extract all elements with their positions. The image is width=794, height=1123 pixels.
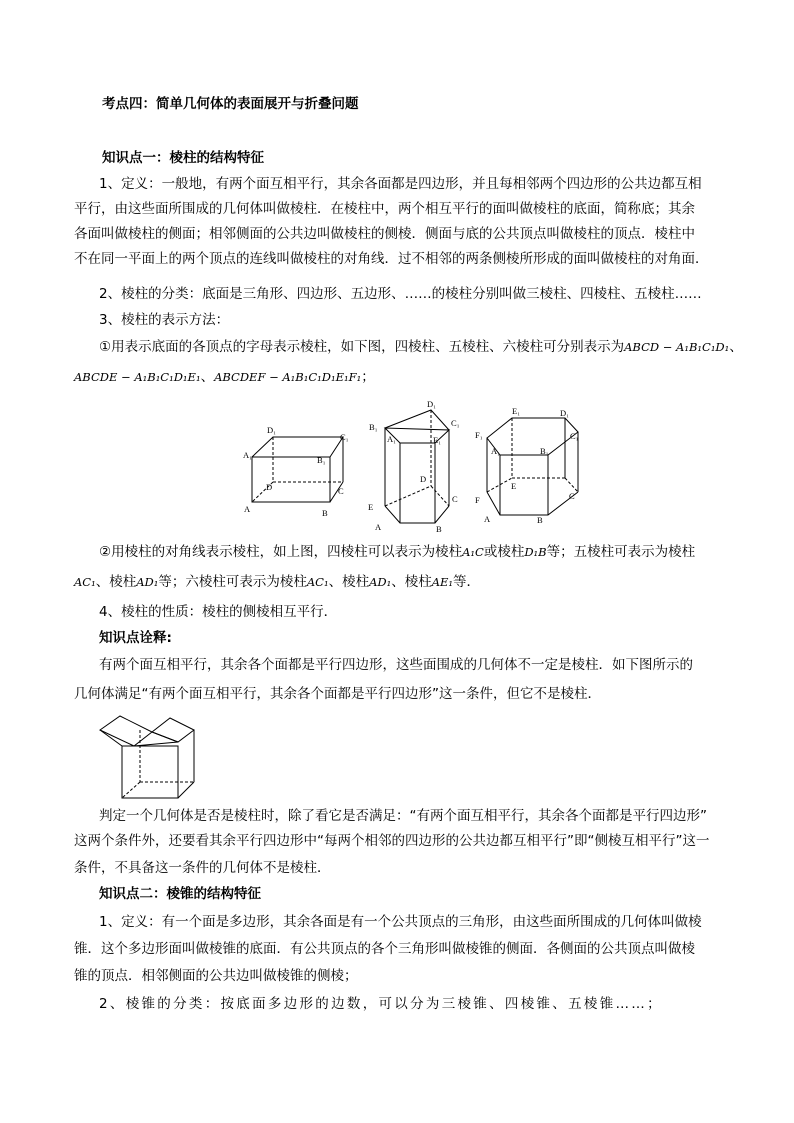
vertex-label: C₁ — [570, 431, 579, 441]
separator: 、 — [729, 339, 743, 355]
explanation-title: 知识点诠释: — [99, 630, 172, 646]
math-a1c: A₁C — [462, 545, 484, 559]
pyramid-classification-line: 2、棱锥的分类：按底面多边形的边数，可以分为三棱锥、四棱锥、五棱锥……； — [99, 996, 663, 1012]
math-ac1: AC₁ — [306, 575, 329, 589]
representation-method-2 — [99, 542, 724, 562]
text-or: 或棱柱 — [483, 544, 525, 560]
pyramid-definition-line: 锥．这个多边形面叫做棱锥的底面．有公共顶点的各个三角形叫做棱锥的侧面．各侧面的公共顶点叫做棱 — [74, 941, 695, 957]
vertex-label: B — [322, 508, 328, 518]
math-ac1: AC₁ — [74, 575, 96, 589]
definition-line: 不在同一平面上的两个顶点的连线叫做棱柱的对角线．过不相邻的两条侧棱所形成的面叫做棱柱的对角面． — [74, 251, 709, 267]
math-d1b: D₁B — [524, 545, 547, 559]
vertex-label: F — [475, 495, 480, 505]
vertex-label: B — [436, 524, 442, 532]
property-line: 4、棱柱的性质：棱柱的侧棱相互平行． — [99, 604, 338, 620]
text-prism: 、棱柱 — [391, 574, 432, 590]
vertex-label: C — [452, 494, 458, 504]
representation-text: 等；五棱柱可表示为棱柱 — [546, 544, 696, 560]
vertex-label: E — [368, 502, 374, 512]
definition-line: 1、定义：一般地，有两个面互相平行，其余各面都是四边形，并且每相邻两个四边形的公共边都互相 — [99, 176, 702, 192]
vertex-label: F₁ — [475, 430, 483, 440]
vertex-label: E₁ — [433, 435, 442, 445]
hexagonal-prism-figure — [475, 405, 585, 525]
math-prism-6: ABCDEF − A₁B₁C₁D₁E₁F₁ — [214, 370, 362, 384]
pyramid-definition-line: 锥的顶点．相邻侧面的公共边叫做棱锥的侧棱； — [74, 968, 358, 984]
vertex-label: C — [338, 486, 344, 496]
vertex-label: D₁ — [267, 425, 277, 435]
text-prism: 、棱柱 — [328, 574, 370, 590]
semicolon: ； — [361, 369, 375, 385]
vertex-label: D — [420, 474, 427, 484]
section-heading: 考点四：简单几何体的表面展开与折叠问题 — [102, 96, 359, 112]
vertex-label: B₁ — [317, 455, 326, 465]
vertex-label: A₁ — [243, 450, 253, 460]
explanation-line: 有两个面互相平行，其余各个面都是平行四边形，这些面围成的几何体不一定是棱柱．如下图所示的 — [99, 657, 693, 673]
separator: 、 — [200, 369, 215, 385]
vertex-label: B₁ — [369, 422, 378, 432]
vertex-label: D₁ — [560, 408, 570, 418]
cube-figure — [240, 400, 350, 520]
vertex-label: C₁ — [340, 432, 349, 442]
vertex-label: A₁ — [491, 446, 501, 456]
definition-line: 平行，由这些面所围成的几何体叫做棱柱．在棱柱中，两个相互平行的面叫做棱柱的底面，简称底；其余 — [74, 201, 695, 217]
vertex-label: D₁ — [427, 399, 437, 409]
pyramid-definition-line: 1、定义：有一个面是多边形，其余各面是有一个公共顶点的三角形，由这些面所围成的几何体叫做棱 — [99, 914, 702, 930]
explanation-line: 条件，不具备这一条件的几何体不是棱柱． — [74, 860, 331, 876]
representation-text: ①用表示底面的各顶点的字母表示棱柱，如下图，四棱柱、五棱柱、六棱柱可分别表示为 — [99, 339, 625, 355]
vertex-label: A₁ — [387, 434, 397, 444]
representation-method-1 — [99, 337, 743, 357]
definition-line: 各面叫做棱柱的侧面；相邻侧面的公共边叫做棱柱的侧棱．侧面与底的公共顶点叫做棱柱的顶点．棱柱中 — [74, 226, 695, 242]
vertex-label: C — [569, 491, 575, 501]
vertex-label: B — [537, 515, 543, 525]
representation-method-2-cont — [74, 572, 724, 592]
classification-line: 2、棱柱的分类：底面是三角形、四边形、五边形、……的棱柱分别叫做三棱柱、四棱柱、五棱柱…… — [99, 286, 702, 302]
vertex-label: E₁ — [512, 406, 521, 416]
vertex-label: D — [266, 482, 273, 492]
vertex-label: A — [244, 504, 251, 514]
vertex-label: C₁ — [451, 418, 460, 428]
representation-text: 等；六棱柱可表示为棱柱 — [158, 574, 307, 590]
knowledge-point-1-title: 知识点一：棱柱的结构特征 — [102, 150, 264, 166]
vertex-label: A — [375, 522, 382, 532]
math-prism-5: ABCDE − A₁B₁C₁D₁E₁ — [74, 370, 201, 384]
vertex-label: B₁ — [540, 446, 549, 456]
text-etc: 等． — [453, 574, 481, 590]
text-prism: 、棱柱 — [95, 574, 137, 590]
pentagonal-prism-figure — [363, 398, 469, 532]
representation-text: ②用棱柱的对角线表示棱柱，如上图，四棱柱可以表示为棱柱 — [99, 544, 463, 560]
math-ad1: AD₁ — [136, 575, 159, 589]
representation-method-1-cont — [74, 367, 724, 387]
knowledge-point-2-title: 知识点二：棱锥的结构特征 — [99, 886, 261, 902]
explanation-line: 几何体满足“有两个面互相平行，其余各个面都是平行四边形”这一条件，但它不是棱柱． — [74, 686, 601, 702]
vertex-label: A — [484, 514, 491, 524]
representation-title: 3、棱柱的表示方法： — [99, 312, 230, 328]
explanation-line: 这两个条件外，还要看其余平行四边形中“每两个相邻的四边形的公共边都互相平行”即“侧棱互相平行”这一 — [74, 833, 710, 849]
math-prism-4: ABCD − A₁B₁C₁D₁ — [624, 340, 730, 354]
math-ad1: AD₁ — [369, 575, 392, 589]
math-ae1: AE₁ — [431, 575, 454, 589]
vertex-label: E — [511, 481, 517, 491]
explanation-line: 判定一个几何体是否是棱柱时，除了看它是否满足：“有两个面互相平行，其余各个面都是平行四边形” — [99, 808, 707, 824]
non-prism-figure — [96, 712, 200, 802]
